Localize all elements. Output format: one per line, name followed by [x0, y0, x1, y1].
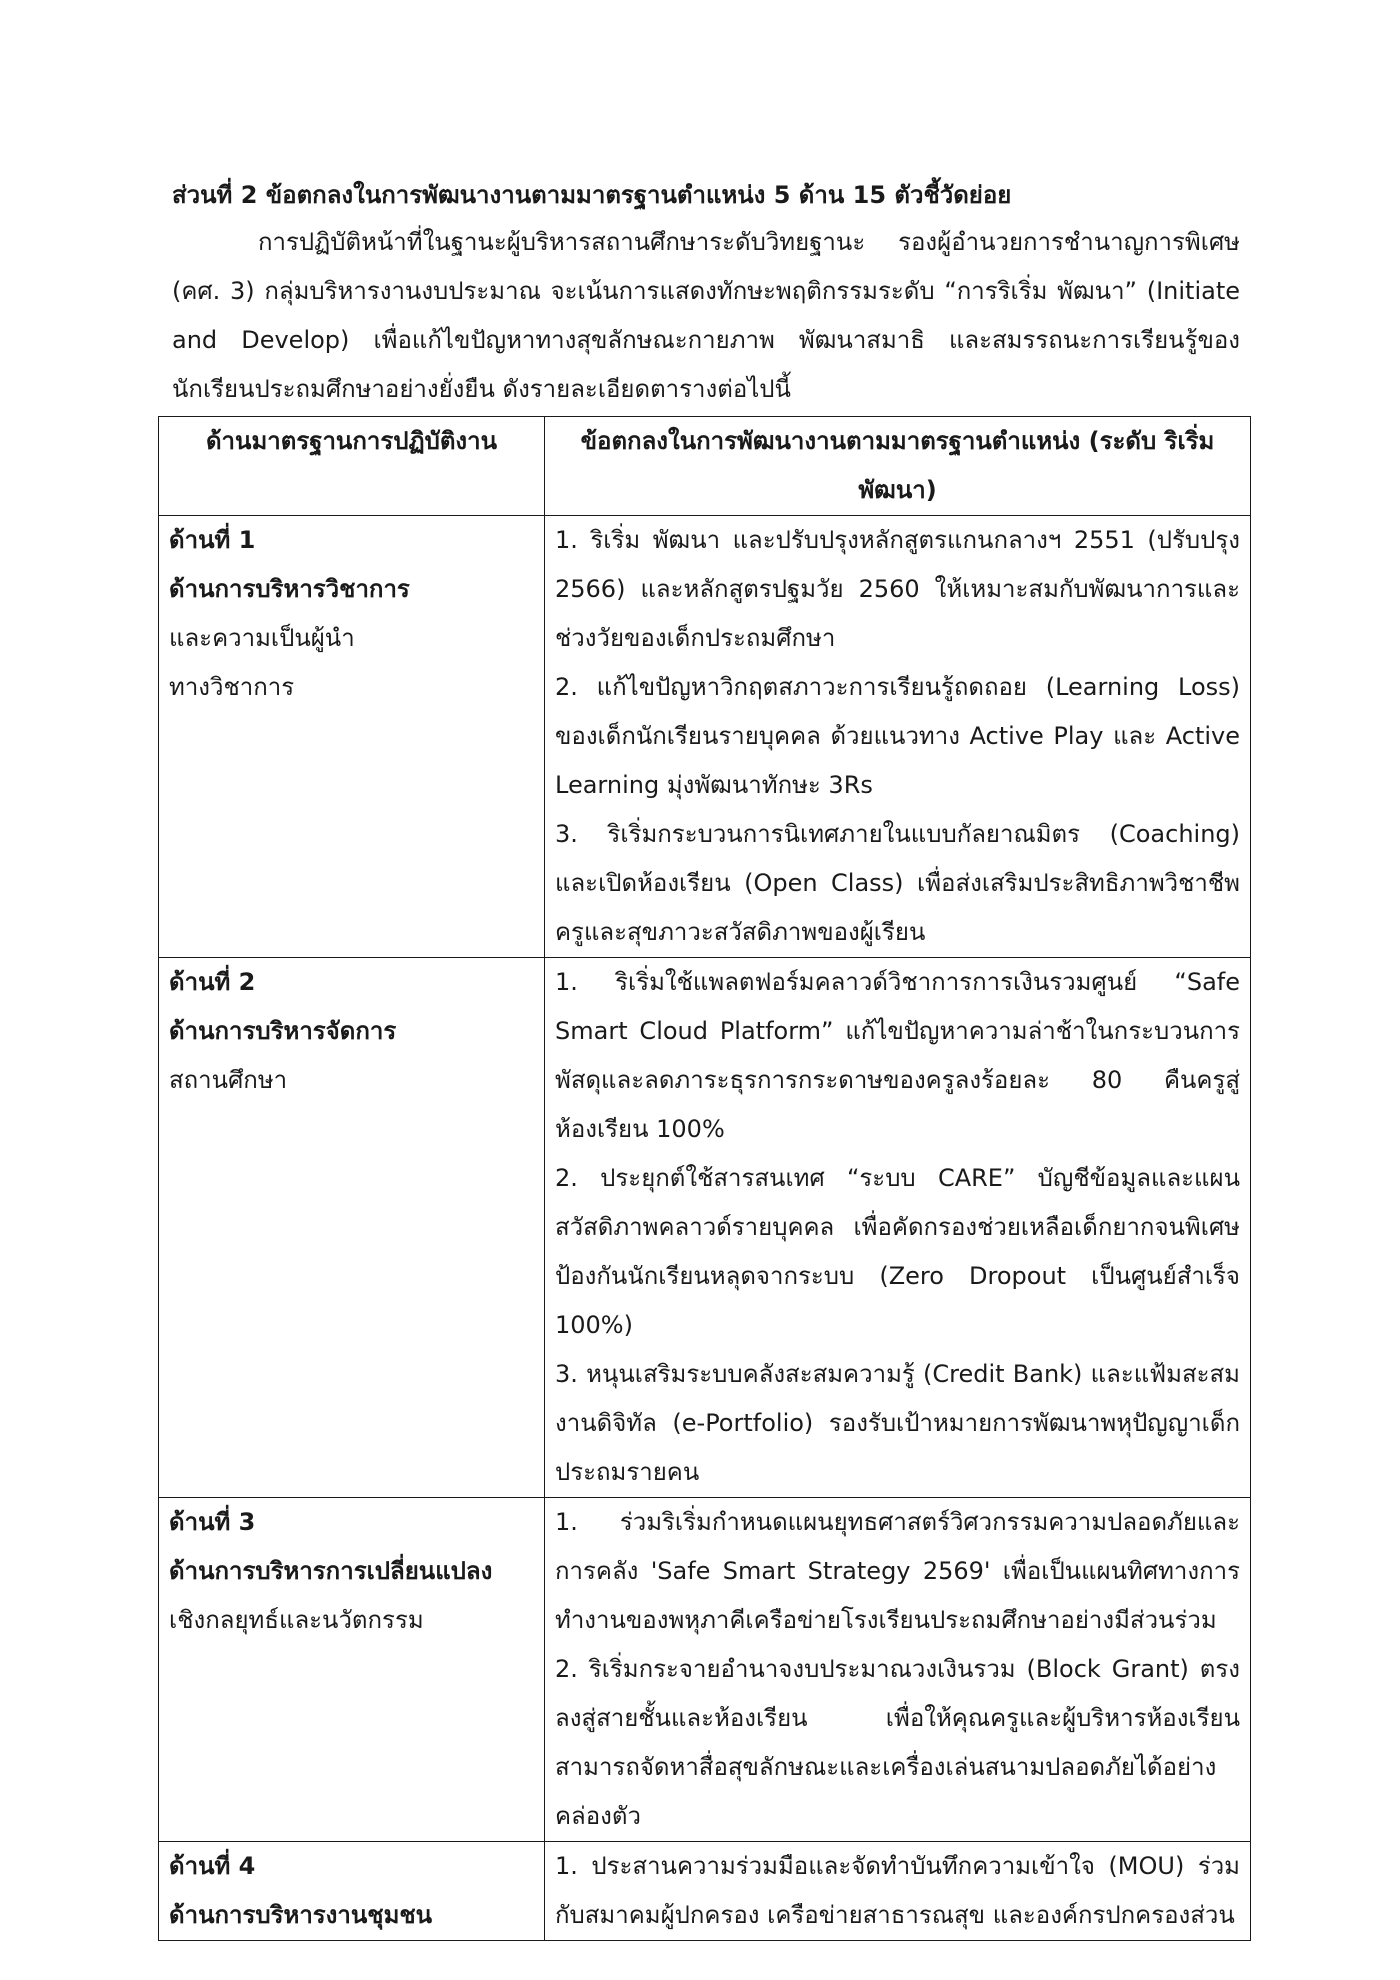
agreement-item: 1. ประสานความร่วมมือและจัดทำบันทึกความเข้าใจ (MOU) ร่วมกับสมาคมผู้ปกครอง เครือข่ายสาธารณสุข และองค์กรปกครองส่วน [555, 1852, 1240, 1929]
table-row [159, 1498, 1251, 1842]
intro-paragraph: การปฏิบัติหน้าที่ในฐานะผู้บริหารสถานศึกษาระดับวิทยฐานะ รองผู้อำนวยการชำนาญการพิเศษ (คศ. 3) กลุ่มบริหารงานงบประมาณ จะเน้นการแสดงทักษะพฤติกรรมระดับ “การริเริ่ม พัฒนา” (Initiate and Develop) เพื่อแก้ไขปัญหาทางสุขลักษณะกายภาพ พัฒนาสมาธิ และสมรรถนะการเรียนรู้ของนักเรียนประถมศึกษาอย่างยั่งยืน ดังรายละเอียดตารางต่อไปนี้ [172, 228, 1240, 403]
agreement-item: 2. ประยุกต์ใช้สารสนเทศ “ระบบ CARE” บัญชีข้อมูลและแผนสวัสดิภาพคลาวด์รายบุคคล เพื่อคัดกรองช่วยเหลือเด็กยากจนพิเศษ ป้องกันนักเรียนหลุดจากระบบ (Zero Dropout เป็นศูนย์สำเร็จ 100%) [555, 1164, 1240, 1339]
table-row [159, 1842, 1251, 1941]
area-subtitle: เชิงกลยุทธ์และนวัตกรรม [169, 1606, 424, 1634]
agreement-cell [545, 1498, 1251, 1842]
header-agreement: ข้อตกลงในการพัฒนางานตามมาตรฐานตำแหน่ง (ระดับ ริเริ่ม พัฒนา) [545, 417, 1251, 516]
area-number: ด้านที่ 3 [169, 1508, 256, 1536]
table-header-row [159, 417, 1251, 516]
area-number: ด้านที่ 2 [169, 968, 256, 996]
area-cell [159, 958, 545, 1498]
area-number: ด้านที่ 1 [169, 526, 256, 554]
header-standard-area: ด้านมาตรฐานการปฏิบัติงาน [159, 417, 545, 516]
agreement-cell [545, 1842, 1251, 1941]
section-heading: ส่วนที่ 2 ข้อตกลงในการพัฒนางานตามมาตรฐานตำแหน่ง 5 ด้าน 15 ตัวชี้วัดย่อย [172, 181, 1012, 209]
agreement-item: 1. ริเริ่ม พัฒนา และปรับปรุงหลักสูตรแกนกลางฯ 2551 (ปรับปรุง 2566) และหลักสูตรปฐมวัย 2560 ให้เหมาะสมกับพัฒนาการและช่วงวัยของเด็กประถมศึกษา [555, 526, 1240, 652]
area-subtitle: และความเป็นผู้นำ [169, 624, 355, 652]
agreement-item: 3. ริเริ่มกระบวนการนิเทศภายในแบบกัลยาณมิตร (Coaching) และเปิดห้องเรียน (Open Class) เพื่อส่งเสริมประสิทธิภาพวิชาชีพครูและสุขภาวะสวัสดิภาพของผู้เรียน [555, 820, 1240, 946]
area-name: ด้านการบริหารการเปลี่ยนแปลง [169, 1557, 493, 1585]
area-cell [159, 1498, 545, 1842]
table-row [159, 958, 1251, 1498]
area-cell [159, 516, 545, 958]
agreement-cell [545, 516, 1251, 958]
standards-table [158, 416, 1251, 1941]
area-cell [159, 1842, 545, 1941]
area-subtitle: สถานศึกษา [169, 1066, 288, 1094]
area-name: ด้านการบริหารวิชาการ [169, 575, 410, 603]
agreement-cell [545, 958, 1251, 1498]
agreement-item: 2. แก้ไขปัญหาวิกฤตสภาวะการเรียนรู้ถดถอย (Learning Loss) ของเด็กนักเรียนรายบุคคล ด้วยแนวทาง Active Play และ Active Learning มุ่งพัฒนาทักษะ 3Rs [555, 673, 1240, 799]
area-number: ด้านที่ 4 [169, 1852, 256, 1880]
agreement-item: 2. ริเริ่มกระจายอำนาจงบประมาณวงเงินรวม (Block Grant) ตรงลงสู่สายชั้นและห้องเรียน เพื่อให้คุณครูและผู้บริหารห้องเรียนสามารถจัดหาสื่อสุขลักษณะและเครื่องเล่นสนามปลอดภัยได้อย่างคล่องตัว [555, 1655, 1240, 1830]
agreement-item: 1. ร่วมริเริ่มกำหนดแผนยุทธศาสตร์วิศวกรรมความปลอดภัยและการคลัง 'Safe Smart Strategy 2569' เพื่อเป็นแผนทิศทางการทำงานของพหุภาคีเครือข่ายโรงเรียนประถมศึกษาอย่างมีส่วนร่วม [555, 1508, 1240, 1634]
area-subtitle: ทางวิชาการ [169, 673, 295, 701]
table-row [159, 516, 1251, 958]
agreement-item: 3. หนุนเสริมระบบคลังสะสมความรู้ (Credit Bank) และแฟ้มสะสมงานดิจิทัล (e-Portfolio) รองรับเป้าหมายการพัฒนาพหุปัญญาเด็กประถมรายคน [555, 1360, 1240, 1486]
area-name: ด้านการบริหารงานชุมชน [169, 1901, 433, 1929]
area-name: ด้านการบริหารจัดการ [169, 1017, 397, 1045]
agreement-item: 1. ริเริ่มใช้แพลตฟอร์มคลาวด์วิชาการการเงินรวมศูนย์ “Safe Smart Cloud Platform” แก้ไขปัญหาความล่าช้าในกระบวนการพัสดุและลดภาระธุรการกระดาษของครูลงร้อยละ 80 คืนครูสู่ห้องเรียน 100% [555, 968, 1240, 1143]
document-content [172, 172, 1240, 414]
